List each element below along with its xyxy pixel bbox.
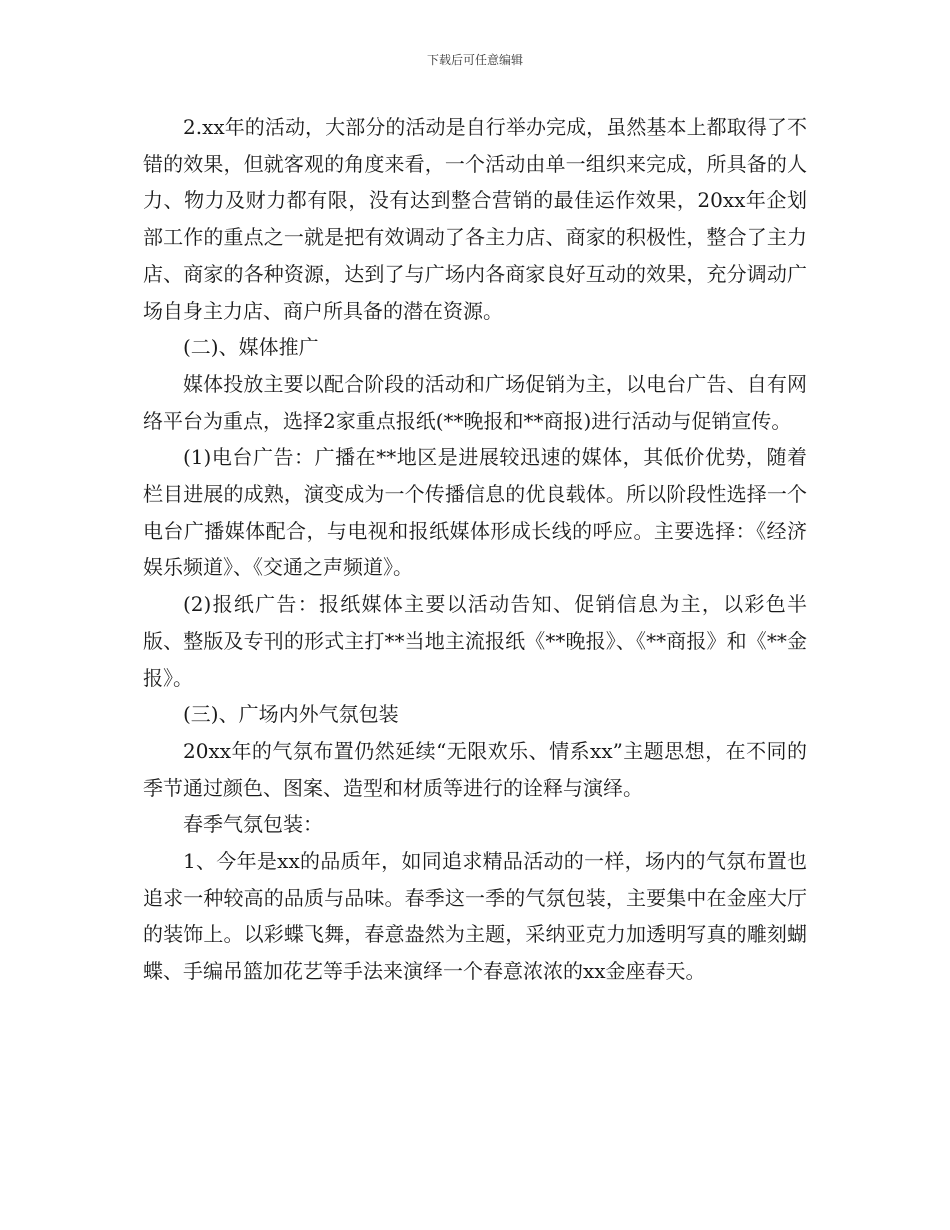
paragraph-radio-ads: (1)电台广告：广播在**地区是进展较迅速的媒体，其低价优势，随着栏目进展的成熟，演变成为一个传播信息的优良载体。所以阶段性选择一个电台广播媒体配合，与电视和报纸媒体形成长线的呼应。主要选择：《经济娱乐频道》、《交通之声频道》。 bbox=[143, 445, 807, 580]
paragraph-atmosphere-intro: 20xx年的气氛布置仍然延续“无限欢乐、情系xx”主题思想，在不同的季节通过颜色、图案、造型和材质等进行的诠释与演绎。 bbox=[143, 738, 807, 800]
paragraph-spring-decor: 1、今年是xx的品质年，如同追求精品活动的一样，场内的气氛布置也追求一种较高的品质与品味。春季这一季的气氛包装，主要集中在金座大厅的装饰上。以彩蝶飞舞，春意盎然为主题，采纳亚克力加透明写真的雕刻蝴蝶、手编吊篮加花艺等手法来演绎一个春意浓浓的xx金座春天。 bbox=[143, 849, 807, 984]
paragraph-activities: 2.xx年的活动，大部分的活动是自行举办完成，虽然基本上都取得了不错的效果，但就客观的角度来看，一个活动由单一组织来完成，所具备的人力、物力及财力都有限，没有达到整合营销的最佳运作效果，20xx年企划部工作的重点之一就是把有效调动了各主力店、商家的积极性，整合了主力店、商家的各种资源，达到了与广场内各商家良好互动的效果，充分调动广场自身主力店、商户所具备的潜在资源。 bbox=[143, 115, 807, 323]
section-heading-atmosphere: (三)、广场内外气氛包装 bbox=[183, 702, 399, 727]
subheading-spring: 春季气氛包装： bbox=[183, 812, 323, 837]
section-heading-media: (二)、媒体推广 bbox=[183, 335, 319, 360]
paragraph-newspaper-ads: (2)报纸广告：报纸媒体主要以活动告知、促销信息为主，以彩色半版、整版及专刊的形式主打**当地主流报纸《**晚报》、《**商报》和《**金报》。 bbox=[143, 592, 807, 690]
header-note: 下载后可任意编辑 bbox=[426, 53, 523, 67]
paragraph-media-intro: 媒体投放主要以配合阶段的活动和广场促销为主，以电台广告、自有网络平台为重点，选择2家重点报纸(**晚报和**商报)进行活动与促销宣传。 bbox=[143, 371, 807, 433]
document-body bbox=[143, 109, 807, 990]
